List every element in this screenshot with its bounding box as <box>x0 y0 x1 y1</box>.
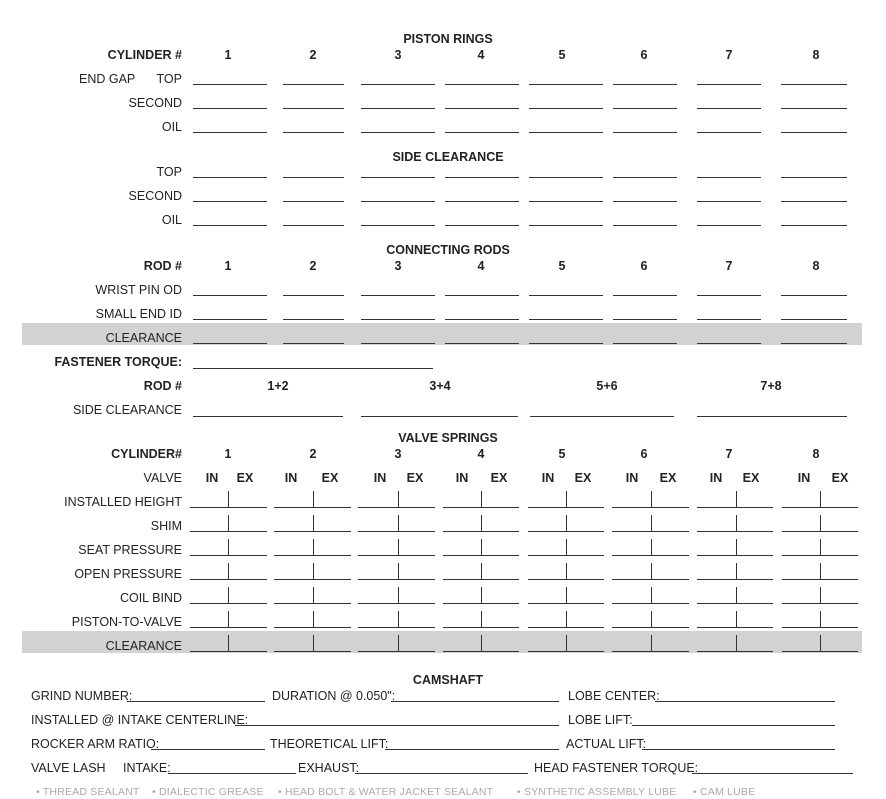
end-gap-oil-field[interactable] <box>529 132 603 133</box>
wrist-pin-od-field[interactable] <box>781 295 847 296</box>
valve-in-label: IN <box>709 471 723 485</box>
valve-spring-field[interactable] <box>274 651 351 652</box>
valve-spring-field[interactable] <box>443 531 519 532</box>
valve-row-label: CLEARANCE <box>105 639 182 653</box>
valve-spring-field[interactable] <box>358 603 435 604</box>
exhaust-label: EXHAUST: <box>298 761 360 775</box>
valve-spring-field[interactable] <box>697 651 773 652</box>
end-gap-top-field[interactable] <box>613 84 677 85</box>
small-end-id-field[interactable] <box>613 319 677 320</box>
head-fastener-torque-label: HEAD FASTENER TORQUE: <box>534 761 699 775</box>
valve-cylinder-number: 2 <box>309 447 317 461</box>
end-gap-oil-field[interactable] <box>283 132 344 133</box>
valve-in-label: IN <box>284 471 298 485</box>
valve-spring-field[interactable] <box>190 531 267 532</box>
in-ex-divider <box>566 587 567 603</box>
valve-cylinder-header-label: CYLINDER# <box>111 447 182 461</box>
valve-spring-field[interactable] <box>190 627 267 628</box>
in-ex-divider <box>481 611 482 627</box>
in-ex-divider <box>651 539 652 555</box>
rod-clearance-field[interactable] <box>529 343 603 344</box>
rod-row-label: SMALL END ID <box>95 307 182 321</box>
end-gap-oil-field[interactable] <box>781 132 847 133</box>
valve-spring-field[interactable] <box>782 627 858 628</box>
duration-label: DURATION @ 0.050": <box>272 689 396 703</box>
lobe-lift-field[interactable] <box>632 725 835 726</box>
valve-spring-field[interactable] <box>612 603 689 604</box>
in-ex-divider <box>651 563 652 579</box>
end-gap-oil-field[interactable] <box>445 132 519 133</box>
rod-number: 3 <box>394 259 402 273</box>
side-clearance-second-field[interactable] <box>529 201 603 202</box>
rod-clearance-field[interactable] <box>193 343 267 344</box>
end-gap-oil-field[interactable] <box>697 132 761 133</box>
rod-side-clearance-label: SIDE CLEARANCE <box>72 403 182 417</box>
end-gap-second-field[interactable] <box>445 108 519 109</box>
end-gap-label: END GAP <box>79 72 136 86</box>
valve-spring-field[interactable] <box>782 555 858 556</box>
in-ex-divider <box>820 563 821 579</box>
cylinder-number: 6 <box>640 48 648 62</box>
valve-spring-field[interactable] <box>358 579 435 580</box>
valve-ex-label: EX <box>574 471 592 485</box>
valve-spring-field[interactable] <box>358 507 435 508</box>
in-ex-divider <box>651 491 652 507</box>
duration-field[interactable] <box>391 701 559 702</box>
in-ex-divider <box>736 491 737 507</box>
cylinder-number: 8 <box>812 48 820 62</box>
side-clearance-second-field[interactable] <box>361 201 435 202</box>
valve-spring-field[interactable] <box>443 579 519 580</box>
in-ex-divider <box>651 635 652 651</box>
side-clearance-row-label: TOP <box>156 165 182 179</box>
rod-number: 2 <box>309 259 317 273</box>
rod-pair-label: 7+8 <box>760 379 782 393</box>
in-ex-divider <box>736 635 737 651</box>
end-gap-top-field[interactable] <box>283 84 344 85</box>
in-ex-divider <box>736 539 737 555</box>
rod-number: 4 <box>477 259 485 273</box>
end-gap-second-field[interactable] <box>613 108 677 109</box>
valve-ex-label: EX <box>236 471 254 485</box>
side-clearance-second-field[interactable] <box>193 201 267 202</box>
valve-spring-field[interactable] <box>358 651 435 652</box>
cylinder-number: 2 <box>309 48 317 62</box>
in-ex-divider <box>566 539 567 555</box>
in-ex-divider <box>313 587 314 603</box>
rod-header-label: ROD # <box>143 259 182 273</box>
grind-number-label: GRIND NUMBER: <box>31 689 133 703</box>
end-gap-top-field[interactable] <box>361 84 435 85</box>
side-clearance-oil-field[interactable] <box>613 225 677 226</box>
rod-clearance-field[interactable] <box>361 343 435 344</box>
side-clearance-top-field[interactable] <box>781 177 847 178</box>
small-end-id-field[interactable] <box>361 319 435 320</box>
head-fastener-torque-field[interactable] <box>692 773 853 774</box>
side-clearance-oil-field[interactable] <box>445 225 519 226</box>
valve-spring-field[interactable] <box>528 651 604 652</box>
valve-spring-field[interactable] <box>358 555 435 556</box>
valve-spring-field[interactable] <box>528 507 604 508</box>
valve-spring-field[interactable] <box>274 627 351 628</box>
rod-clearance-field[interactable] <box>445 343 519 344</box>
side-clearance-oil-field[interactable] <box>781 225 847 226</box>
in-ex-divider <box>651 587 652 603</box>
small-end-id-field[interactable] <box>445 319 519 320</box>
end-gap-top-field[interactable] <box>445 84 519 85</box>
side-clearance-oil-field[interactable] <box>283 225 344 226</box>
valve-spring-field[interactable] <box>358 627 435 628</box>
in-ex-divider <box>228 563 229 579</box>
valve-spring-field[interactable] <box>528 627 604 628</box>
valve-ex-label: EX <box>742 471 760 485</box>
in-ex-divider <box>481 515 482 531</box>
valve-spring-field[interactable] <box>782 603 858 604</box>
end-gap-oil-field[interactable] <box>193 132 267 133</box>
small-end-id-field[interactable] <box>781 319 847 320</box>
in-ex-divider <box>820 515 821 531</box>
in-ex-divider <box>736 611 737 627</box>
valve-spring-field[interactable] <box>697 555 773 556</box>
in-ex-divider <box>820 587 821 603</box>
end-gap-top-field[interactable] <box>781 84 847 85</box>
rod-pair-label: 1+2 <box>267 379 289 393</box>
valve-cylinder-number: 6 <box>640 447 648 461</box>
side-clearance-oil-field[interactable] <box>361 225 435 226</box>
valve-spring-field[interactable] <box>697 603 773 604</box>
piston-rings-title: PISTON RINGS <box>403 32 493 46</box>
valve-spring-field[interactable] <box>190 555 267 556</box>
valve-cylinder-number: 3 <box>394 447 402 461</box>
valve-spring-field[interactable] <box>528 531 604 532</box>
in-ex-divider <box>228 491 229 507</box>
valve-spring-field[interactable] <box>612 531 689 532</box>
valve-cylinder-number: 8 <box>812 447 820 461</box>
in-ex-divider <box>398 515 399 531</box>
lobe-center-label: LOBE CENTER: <box>568 689 660 703</box>
wrist-pin-od-field[interactable] <box>697 295 761 296</box>
rod-pair-field[interactable] <box>193 416 343 417</box>
end-gap-second-field[interactable] <box>697 108 761 109</box>
valve-cylinder-number: 5 <box>558 447 566 461</box>
valve-spring-field[interactable] <box>358 531 435 532</box>
in-ex-divider <box>820 611 821 627</box>
cylinder-number: 4 <box>477 48 485 62</box>
valve-spring-field[interactable] <box>274 531 351 532</box>
valve-spring-field[interactable] <box>612 579 689 580</box>
in-ex-divider <box>228 539 229 555</box>
end-gap-oil-field[interactable] <box>613 132 677 133</box>
valve-row-label: COIL BIND <box>119 591 182 605</box>
valve-spring-field[interactable] <box>443 555 519 556</box>
rod-pair-header-label: ROD # <box>143 379 182 393</box>
valve-spring-field[interactable] <box>782 651 858 652</box>
side-clearance-top-field[interactable] <box>697 177 761 178</box>
in-ex-divider <box>398 491 399 507</box>
end-gap-second-field[interactable] <box>781 108 847 109</box>
side-clearance-title: SIDE CLEARANCE <box>392 150 504 164</box>
valve-in-label: IN <box>625 471 639 485</box>
rod-clearance-field[interactable] <box>613 343 677 344</box>
rod-pair-field[interactable] <box>361 416 518 417</box>
wrist-pin-od-field[interactable] <box>529 295 603 296</box>
in-ex-divider <box>566 515 567 531</box>
small-end-id-field[interactable] <box>697 319 761 320</box>
wrist-pin-od-field[interactable] <box>283 295 344 296</box>
in-ex-divider <box>313 563 314 579</box>
rocker-arm-ratio-field[interactable] <box>151 749 265 750</box>
rod-clearance-field[interactable] <box>283 343 344 344</box>
in-ex-divider <box>736 587 737 603</box>
in-ex-divider <box>736 563 737 579</box>
small-end-id-field[interactable] <box>283 319 344 320</box>
valve-spring-field[interactable] <box>612 507 689 508</box>
valve-spring-field[interactable] <box>697 507 773 508</box>
valve-in-label: IN <box>455 471 469 485</box>
end-gap-second-field[interactable] <box>361 108 435 109</box>
wrist-pin-od-field[interactable] <box>613 295 677 296</box>
valve-spring-field[interactable] <box>443 627 519 628</box>
footer-item: • THREAD SEALANT <box>36 786 140 798</box>
in-ex-divider <box>398 587 399 603</box>
rod-pair-label: 3+4 <box>429 379 451 393</box>
valve-spring-field[interactable] <box>782 579 858 580</box>
cylinder-header-label: CYLINDER # <box>107 48 182 62</box>
valve-springs-title: VALVE SPRINGS <box>398 431 498 445</box>
in-ex-divider <box>228 635 229 651</box>
installed-intake-label: INSTALLED @ INTAKE CENTERLINE: <box>31 713 249 727</box>
valve-spring-field[interactable] <box>697 627 773 628</box>
valve-spring-field[interactable] <box>697 531 773 532</box>
in-ex-divider <box>566 635 567 651</box>
in-ex-divider <box>481 563 482 579</box>
valve-spring-field[interactable] <box>782 531 858 532</box>
side-clearance-top-field[interactable] <box>529 177 603 178</box>
theoretical-lift-label: THEORETICAL LIFT: <box>270 737 389 751</box>
valve-row-label: SHIM <box>150 519 182 533</box>
rod-number: 1 <box>224 259 232 273</box>
in-ex-divider <box>313 611 314 627</box>
valve-spring-field[interactable] <box>612 627 689 628</box>
grind-number-field[interactable] <box>127 701 265 702</box>
lobe-center-field[interactable] <box>655 701 835 702</box>
in-ex-divider <box>651 515 652 531</box>
rod-pair-field[interactable] <box>697 416 847 417</box>
rod-number: 8 <box>812 259 820 273</box>
valve-spring-field[interactable] <box>528 579 604 580</box>
end-gap-top-field[interactable] <box>529 84 603 85</box>
rod-pair-label: 5+6 <box>596 379 618 393</box>
valve-spring-field[interactable] <box>697 579 773 580</box>
in-ex-divider <box>398 635 399 651</box>
valve-ex-label: EX <box>321 471 339 485</box>
exhaust-field[interactable] <box>355 773 528 774</box>
fastener-torque-field[interactable] <box>193 368 433 369</box>
small-end-id-field[interactable] <box>529 319 603 320</box>
valve-spring-field[interactable] <box>274 507 351 508</box>
side-clearance-second-field[interactable] <box>445 201 519 202</box>
side-clearance-second-field[interactable] <box>697 201 761 202</box>
side-clearance-row-label: OIL <box>161 213 182 227</box>
side-clearance-second-field[interactable] <box>781 201 847 202</box>
valve-spring-field[interactable] <box>274 603 351 604</box>
valve-spring-field[interactable] <box>612 555 689 556</box>
cylinder-number: 3 <box>394 48 402 62</box>
valve-cylinder-number: 1 <box>224 447 232 461</box>
wrist-pin-od-field[interactable] <box>193 295 267 296</box>
rod-number: 6 <box>640 259 648 273</box>
cylinder-number: 7 <box>725 48 733 62</box>
valve-spring-field[interactable] <box>612 651 689 652</box>
intake-label: INTAKE: <box>123 761 171 775</box>
valve-cylinder-number: 7 <box>725 447 733 461</box>
valve-row-label: INSTALLED HEIGHT <box>64 495 182 509</box>
in-ex-divider <box>228 611 229 627</box>
rod-number: 5 <box>558 259 566 273</box>
valve-ex-label: EX <box>490 471 508 485</box>
valve-spring-field[interactable] <box>443 603 519 604</box>
footer-item: • CAM LUBE <box>693 786 756 798</box>
cylinder-number: 5 <box>558 48 566 62</box>
cylinder-number: 1 <box>224 48 232 62</box>
in-ex-divider <box>820 635 821 651</box>
wrist-pin-od-field[interactable] <box>361 295 435 296</box>
wrist-pin-od-field[interactable] <box>445 295 519 296</box>
end-gap-second-field[interactable] <box>283 108 344 109</box>
in-ex-divider <box>481 587 482 603</box>
rocker-arm-ratio-label: ROCKER ARM RATIO: <box>31 737 160 751</box>
side-clearance-oil-field[interactable] <box>697 225 761 226</box>
valve-spring-field[interactable] <box>443 651 519 652</box>
in-ex-divider <box>398 563 399 579</box>
valve-in-label: IN <box>205 471 219 485</box>
valve-spring-field[interactable] <box>274 555 351 556</box>
valve-spring-field[interactable] <box>528 603 604 604</box>
valve-spring-field[interactable] <box>190 579 267 580</box>
rod-clearance-field[interactable] <box>781 343 847 344</box>
valve-label: VALVE <box>143 471 182 485</box>
installed-intake-field[interactable] <box>235 725 559 726</box>
fastener-torque-label: FASTENER TORQUE: <box>54 355 182 369</box>
actual-lift-label: ACTUAL LIFT: <box>566 737 647 751</box>
in-ex-divider <box>313 539 314 555</box>
in-ex-divider <box>481 635 482 651</box>
in-ex-divider <box>566 563 567 579</box>
in-ex-divider <box>566 491 567 507</box>
footer-item: • SYNTHETIC ASSEMBLY LUBE <box>517 786 677 798</box>
valve-row-label: OPEN PRESSURE <box>74 567 182 581</box>
side-clearance-top-field[interactable] <box>283 177 344 178</box>
theoretical-lift-field[interactable] <box>385 749 559 750</box>
valve-spring-field[interactable] <box>190 603 267 604</box>
in-ex-divider <box>820 539 821 555</box>
end-gap-second-field[interactable] <box>193 108 267 109</box>
valve-in-label: IN <box>373 471 387 485</box>
side-clearance-top-field[interactable] <box>613 177 677 178</box>
side-clearance-top-field[interactable] <box>193 177 267 178</box>
valve-in-label: IN <box>797 471 811 485</box>
side-clearance-top-field[interactable] <box>361 177 435 178</box>
side-clearance-oil-field[interactable] <box>529 225 603 226</box>
in-ex-divider <box>651 611 652 627</box>
footer-item: • DIALECTIC GREASE <box>152 786 264 798</box>
camshaft-title: CAMSHAFT <box>412 673 484 687</box>
intake-field[interactable] <box>168 773 296 774</box>
connecting-rods-title: CONNECTING RODS <box>386 243 510 257</box>
end-gap-oil-field[interactable] <box>361 132 435 133</box>
footer-item: • HEAD BOLT & WATER JACKET SEALANT <box>278 786 494 798</box>
valve-ex-label: EX <box>659 471 677 485</box>
end-gap-top-field[interactable] <box>193 84 267 85</box>
valve-ex-label: EX <box>831 471 849 485</box>
side-clearance-row-label: SECOND <box>128 189 182 203</box>
rod-pair-field[interactable] <box>530 416 674 417</box>
piston-ring-row-label: SECOND <box>128 96 182 110</box>
in-ex-divider <box>736 515 737 531</box>
valve-spring-field[interactable] <box>274 579 351 580</box>
valve-in-label: IN <box>541 471 555 485</box>
valve-spring-field[interactable] <box>190 651 267 652</box>
side-clearance-oil-field[interactable] <box>193 225 267 226</box>
valve-spring-field[interactable] <box>782 507 858 508</box>
end-gap-second-field[interactable] <box>529 108 603 109</box>
in-ex-divider <box>228 587 229 603</box>
valve-spring-field[interactable] <box>443 507 519 508</box>
in-ex-divider <box>566 611 567 627</box>
in-ex-divider <box>313 491 314 507</box>
in-ex-divider <box>313 515 314 531</box>
end-gap-top-field[interactable] <box>697 84 761 85</box>
valve-spring-field[interactable] <box>528 555 604 556</box>
rod-row-label: CLEARANCE <box>105 331 182 345</box>
in-ex-divider <box>313 635 314 651</box>
in-ex-divider <box>481 539 482 555</box>
valve-lash-label: VALVE LASH <box>31 761 106 775</box>
valve-row-label: PISTON-TO-VALVE <box>71 615 182 629</box>
side-clearance-top-field[interactable] <box>445 177 519 178</box>
piston-ring-row-label: OIL <box>161 120 182 134</box>
rod-row-label: WRIST PIN OD <box>95 283 182 297</box>
lobe-lift-label: LOBE LIFT: <box>568 713 633 727</box>
valve-row-label: SEAT PRESSURE <box>78 543 182 557</box>
side-clearance-second-field[interactable] <box>613 201 677 202</box>
valve-spring-field[interactable] <box>190 507 267 508</box>
piston-ring-row-label: TOP <box>156 72 182 86</box>
in-ex-divider <box>228 515 229 531</box>
valve-cylinder-number: 4 <box>477 447 485 461</box>
rod-clearance-field[interactable] <box>697 343 761 344</box>
in-ex-divider <box>398 611 399 627</box>
side-clearance-second-field[interactable] <box>283 201 344 202</box>
in-ex-divider <box>398 539 399 555</box>
small-end-id-field[interactable] <box>193 319 267 320</box>
valve-ex-label: EX <box>406 471 424 485</box>
in-ex-divider <box>481 491 482 507</box>
rod-number: 7 <box>725 259 733 273</box>
in-ex-divider <box>820 491 821 507</box>
actual-lift-field[interactable] <box>642 749 835 750</box>
